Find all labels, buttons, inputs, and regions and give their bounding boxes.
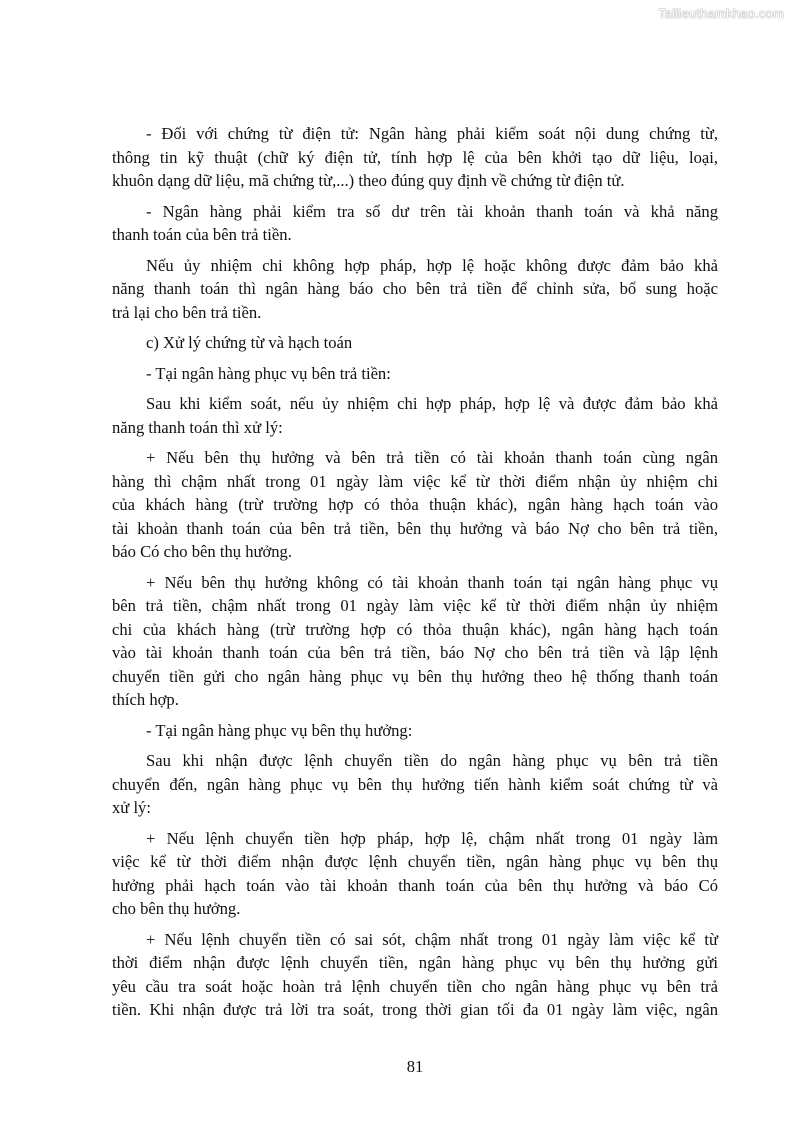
text-line: khuôn dạng dữ liệu, mã chứng từ,...) theo đúng quy định về chứng từ điện tử. [112, 171, 625, 190]
text-line: Sau khi nhận được lệnh chuyển tiền do ngân hàng phục vụ bên trả tiền [146, 751, 718, 770]
text-line: + Nếu lệnh chuyển tiền có sai sót, chậm nhất trong 01 ngày làm việc kể từ [146, 929, 718, 949]
text-line: tài khoản thanh toán của bên trả tiền, bên thụ hưởng và báo Nợ cho bên trả tiền, [112, 518, 718, 538]
document-body [112, 122, 718, 1029]
paragraph [112, 392, 718, 439]
watermark: Tailieuthamkhao.com [658, 6, 784, 21]
text-line: thích hợp. [112, 690, 179, 709]
text-line: xử lý: [112, 798, 151, 817]
text-line: thời điểm nhận được lệnh chuyển tiền, ngân hàng phục vụ bên thụ hưởng gửi [112, 953, 718, 972]
paragraph [112, 446, 718, 564]
text-line: thông tin kỹ thuật (chữ ký điện tử, tính hợp lệ của bên khởi tạo dữ liệu, loại, [112, 147, 718, 167]
text-line: - Đối với chứng từ điện tử: Ngân hàng phải kiểm soát nội dung chứng từ, [146, 124, 718, 143]
text-line: + Nếu bên thụ hưởng và bên trả tiền có tài khoản thanh toán cùng ngân [146, 448, 718, 467]
text-line: - Tại ngân hàng phục vụ bên thụ hưởng: [146, 720, 413, 740]
text-line: vào tài khoản thanh toán của bên trả tiền, báo Nợ cho bên trả tiền và lập lệnh [112, 643, 718, 662]
paragraph [112, 749, 718, 820]
paragraph [112, 331, 718, 355]
text-line: thanh toán của bên trả tiền. [112, 225, 292, 244]
text-line: - Tại ngân hàng phục vụ bên trả tiền: [146, 363, 391, 383]
text-line: bên trả tiền, chậm nhất trong 01 ngày làm việc kể từ thời điểm nhận ủy nhiệm [112, 596, 718, 615]
text-line: c) Xử lý chứng từ và hạch toán [146, 333, 353, 352]
paragraph [112, 719, 718, 743]
text-line: năng thanh toán thì xử lý: [112, 417, 283, 437]
paragraph [112, 122, 718, 193]
text-line: chuyển đến, ngân hàng phục vụ bên thụ hưởng tiến hành kiểm soát chứng từ và [112, 774, 718, 794]
text-line: năng thanh toán thì ngân hàng báo cho bên trả tiền để chỉnh sửa, bổ sung hoặc [112, 279, 718, 298]
text-line: chi của khách hàng (trừ trường hợp có thỏa thuận khác), ngân hàng hạch toán [112, 619, 718, 639]
text-line: + Nếu bên thụ hưởng không có tài khoản thanh toán tại ngân hàng phục vụ [146, 572, 718, 592]
paragraph [112, 928, 718, 1022]
page-number: 81 [406, 1057, 424, 1076]
paragraph [112, 827, 718, 921]
text-line: hưởng phải hạch toán vào tài khoản thanh toán của bên thụ hưởng và báo Có [112, 875, 718, 895]
text-line: - Ngân hàng phải kiểm tra số dư trên tài khoản thanh toán và khả năng [146, 201, 718, 221]
text-line: hàng thì chậm nhất trong 01 ngày làm việc kể từ thời điểm nhận ủy nhiệm chi [112, 471, 718, 491]
text-line: trả lại cho bên trả tiền. [112, 302, 262, 322]
paragraph [112, 200, 718, 247]
paragraph [112, 362, 718, 386]
text-line: việc kể từ thời điểm nhận được lệnh chuyển tiền, ngân hàng phục vụ bên thụ [112, 852, 718, 871]
text-line: + Nếu lệnh chuyển tiền hợp pháp, hợp lệ, chậm nhất trong 01 ngày làm [146, 828, 718, 848]
text-line: Sau khi kiểm soát, nếu ủy nhiệm chi hợp pháp, hợp lệ và được đảm bảo khả [146, 394, 718, 413]
text-line: chuyển tiền gửi cho ngân hàng phục vụ bên thụ hưởng theo hệ thống thanh toán [112, 666, 718, 686]
paragraph [112, 254, 718, 325]
text-line: tiền. Khi nhận được trả lời tra soát, trong thời gian tối đa 01 ngày làm việc, ngân [112, 1000, 718, 1019]
text-line: yêu cầu tra soát hoặc hoàn trả lệnh chuyển tiền cho ngân hàng phục vụ bên trả [112, 976, 718, 996]
text-line: cho bên thụ hưởng. [112, 899, 241, 918]
text-line: của khách hàng (trừ trường hợp có thỏa thuận khác), ngân hàng hạch toán vào [112, 495, 718, 514]
text-line: Nếu ủy nhiệm chi không hợp pháp, hợp lệ hoặc không được đảm bảo khả [146, 255, 718, 275]
paragraph [112, 571, 718, 712]
text-line: báo Có cho bên thụ hưởng. [112, 542, 292, 561]
